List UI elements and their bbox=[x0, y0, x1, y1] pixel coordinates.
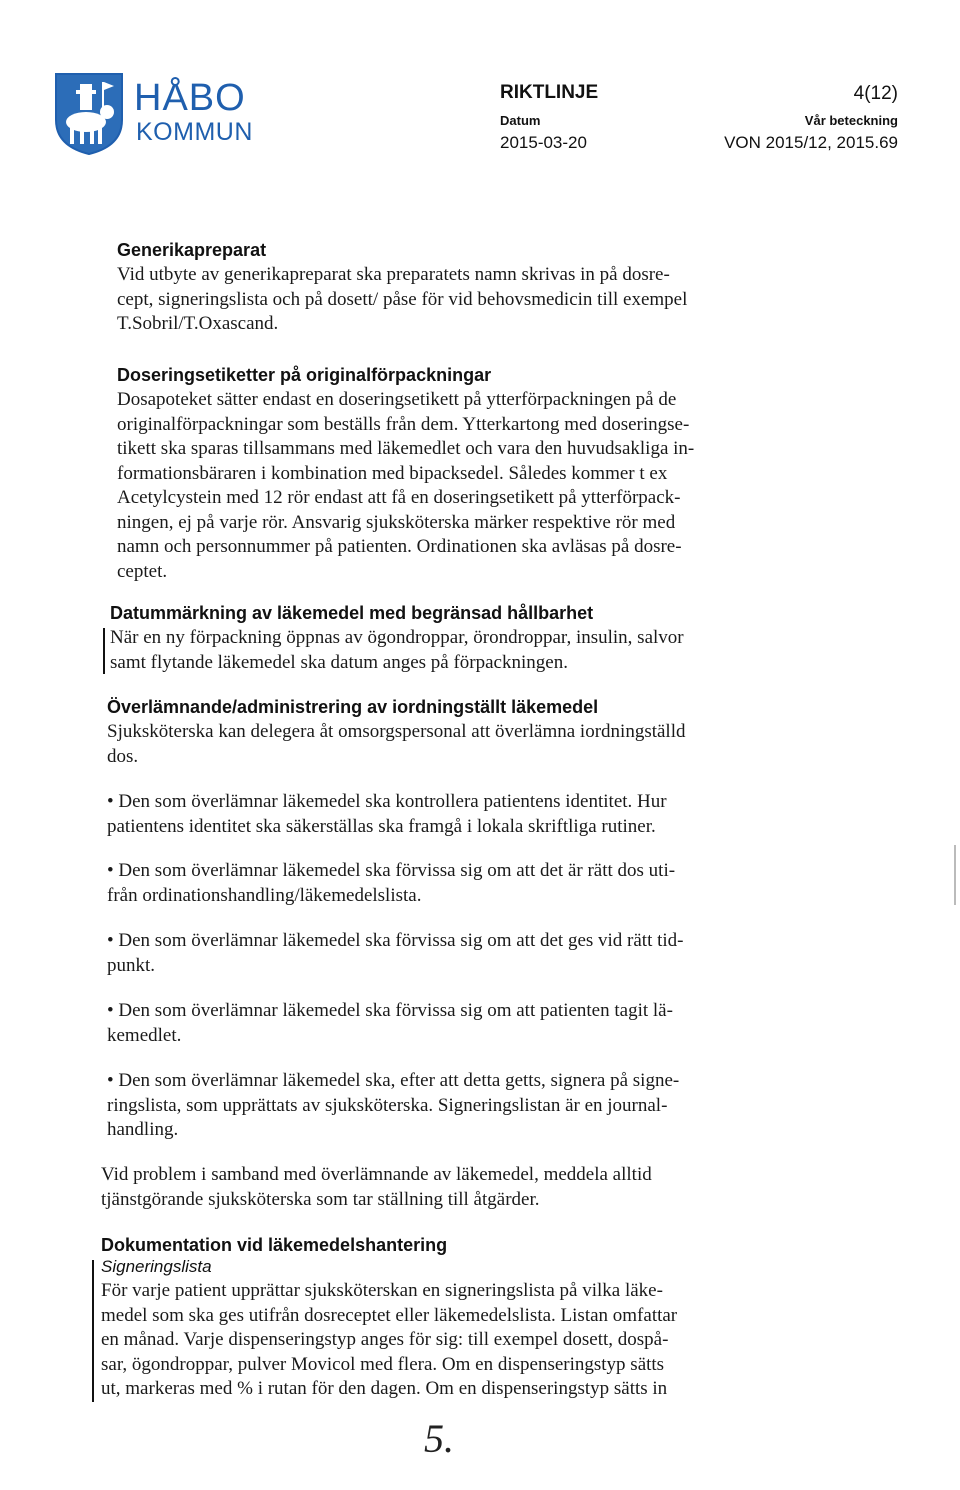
bullet-item bbox=[107, 790, 667, 839]
bullet-item bbox=[107, 929, 684, 978]
text-line: När en ny förpackning öppnas av ögondroppar, örondroppar, insulin, salvor bbox=[110, 627, 684, 648]
text-line: dos. bbox=[107, 745, 139, 767]
revision-bar bbox=[103, 628, 105, 674]
text-line: • Den som överlämnar läkemedel ska förvissa sig om att det är rätt dos uti- bbox=[107, 860, 676, 881]
revision-bar bbox=[92, 1260, 94, 1402]
text-line: ningen, ej på varje rör. Ansvarig sjuksköterska märker respektive rör med bbox=[117, 511, 676, 533]
text-line: tjänstgörande sjuksköterska som tar ställning till åtgärder. bbox=[101, 1188, 540, 1210]
text-line: cept, signeringslista och på dosett/ påse för vid behovsmedicin till exempel bbox=[117, 288, 688, 310]
date-value: 2015-03-20 bbox=[500, 133, 587, 152]
logo-subtitle: KOMMUN bbox=[136, 118, 253, 146]
text-line: • Den som överlämnar läkemedel ska kontrollera patientens identitet. Hur bbox=[107, 791, 667, 812]
scan-edge-mark bbox=[954, 845, 956, 905]
paragraph-overlamnande-closing bbox=[101, 1163, 652, 1212]
text-line: ringslista, som upprättats av sjuksköterska. Signeringslistan är en journal- bbox=[107, 1094, 668, 1116]
text-line: punkt. bbox=[107, 954, 156, 976]
text-line: ceptet. bbox=[117, 560, 168, 582]
reference-value: VON 2015/12, 2015.69 bbox=[724, 133, 898, 152]
text-line: Dosapoteket sätter endast en doseringsetikett på ytterförpackningen på de bbox=[117, 389, 677, 410]
text-line: sar, ögondroppar, pulver Movicol med flera. Om en dispenseringstyp sätts bbox=[101, 1353, 665, 1375]
date-label: Datum bbox=[500, 113, 541, 128]
text-line: • Den som överlämnar läkemedel ska förvissa sig om att patienten tagit lä- bbox=[107, 1000, 673, 1021]
paragraph-generika bbox=[117, 263, 687, 337]
paragraph-datummarkning bbox=[110, 626, 684, 675]
text-line: medel som ska ges utifrån dosreceptet eller läkemedelslista. Listan omfattar bbox=[101, 1304, 678, 1326]
text-line: Sjuksköterska kan delegera åt omsorgspersonal att överlämna iordningställd bbox=[107, 721, 686, 742]
heading-dokumentation: Dokumentation vid läkemedelshantering bbox=[101, 1235, 448, 1255]
heading-overlamnande: Överlämnande/administrering av iordningställt läkemedel bbox=[107, 697, 599, 717]
text-line: Vid problem i samband med överlämnande av läkemedel, meddela alltid bbox=[101, 1164, 652, 1185]
text-line: namn och personnummer på patienten. Ordinationen ska avläsas på dosre- bbox=[117, 536, 682, 557]
text-line: • Den som överlämnar läkemedel ska, efter att detta getts, signera på signe- bbox=[107, 1070, 680, 1091]
logo-title: HÅBO bbox=[134, 77, 246, 119]
subheading-signeringslista: Signeringslista bbox=[101, 1257, 212, 1276]
bullet-item bbox=[107, 1069, 679, 1143]
text-line: tikett ska sparas tillsammans med läkemedlet och vara den huvudsakliga in- bbox=[117, 438, 695, 459]
bullet-item bbox=[107, 999, 673, 1048]
text-line: formationsbäraren i kombination med bipacksedel. Således kommer t ex bbox=[117, 462, 668, 484]
text-line: handling. bbox=[107, 1119, 179, 1140]
text-line: kemedlet. bbox=[107, 1024, 182, 1046]
heading-datummarkning: Datummärkning av läkemedel med begränsad hållbarhet bbox=[110, 603, 594, 623]
text-line: ut, markeras med % i rutan för den dagen. Om en dispenseringstyp sätts in bbox=[101, 1378, 668, 1399]
bullet-item bbox=[107, 859, 675, 908]
heading-etiketter: Doseringsetiketter på originalförpackningar bbox=[117, 365, 492, 385]
paragraph-overlamnande-intro bbox=[107, 720, 685, 769]
text-line: T.Sobril/T.Oxascand. bbox=[117, 313, 279, 334]
document-type: RIKTLINJE bbox=[500, 82, 599, 103]
text-line: För varje patient upprättar sjuksköterskan en signeringslista på vilka läke- bbox=[101, 1280, 663, 1301]
municipality-logo bbox=[52, 70, 304, 156]
reference-label: Vår beteckning bbox=[804, 113, 898, 128]
coat-of-arms-icon bbox=[52, 70, 126, 156]
text-line: samt flytande läkemedel ska datum anges på förpackningen. bbox=[110, 651, 568, 673]
text-line: en månad. Varje dispenseringstyp anges för sig: till exempel dosett, dospå- bbox=[101, 1329, 669, 1350]
text-line: från ordinationshandling/läkemedelslista. bbox=[107, 884, 422, 906]
handwritten-page-number: 5. bbox=[424, 1416, 454, 1461]
text-line: originalförpackningar som beställs från dem. Ytterkartong med doseringse- bbox=[117, 413, 690, 435]
text-line: patientens identitet ska säkerställas ska framgå i lokala skriftliga rutiner. bbox=[107, 815, 656, 837]
paragraph-dokumentation bbox=[101, 1279, 677, 1402]
heading-generika: Generikapreparat bbox=[117, 240, 267, 260]
text-line: • Den som överlämnar läkemedel ska förvissa sig om att det ges vid rätt tid- bbox=[107, 930, 684, 951]
text-line: Vid utbyte av generikapreparat ska preparatets namn skrivas in på dosre- bbox=[117, 264, 670, 285]
page-number: 4(12) bbox=[853, 83, 898, 104]
text-line: Acetylcystein med 12 rör endast att få en doseringsetikett på ytterförpack- bbox=[117, 487, 681, 508]
paragraph-etiketter bbox=[117, 388, 694, 584]
